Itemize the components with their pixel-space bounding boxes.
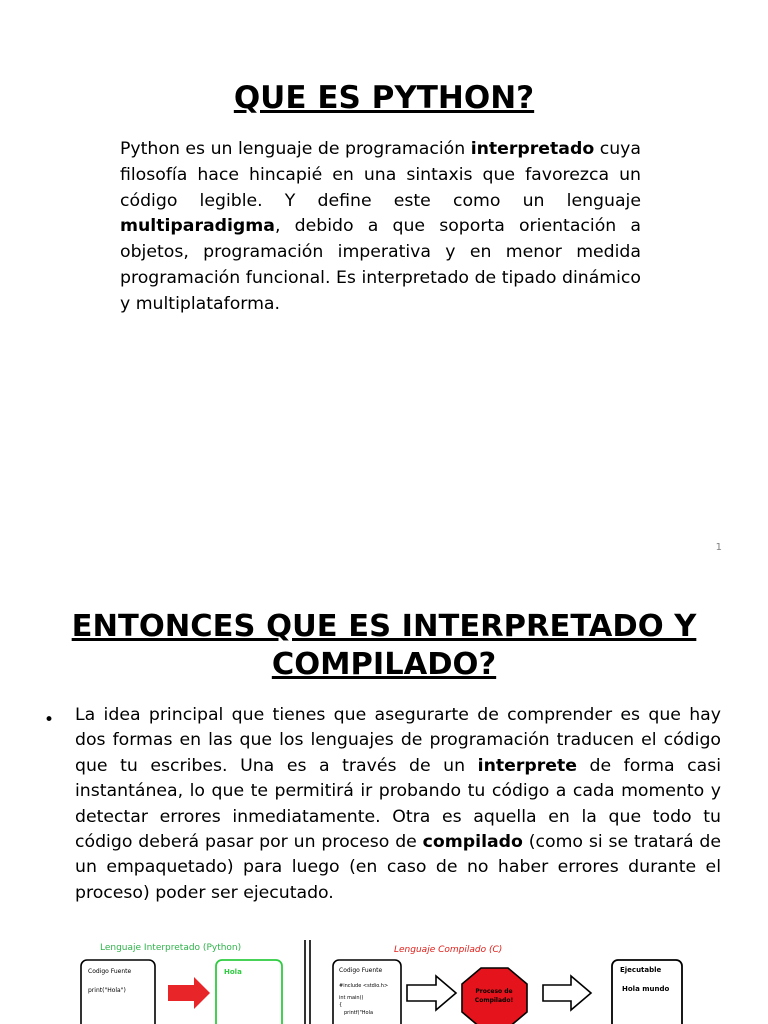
- right-code-line: printf("Hola: [344, 1010, 374, 1016]
- slide-2: [0, 568, 768, 1024]
- process-label-line1: Proceso de: [475, 988, 513, 995]
- executable-title: Ejecutable: [620, 966, 662, 974]
- para-text: La idea principal que tienes que asegurarte de comprender es que hay dos formas en las que los lenguajes de programación traducen el código que tu escribes. Una es a través de un: [75, 705, 721, 776]
- para-bold-interpretado: interpretado: [470, 139, 595, 159]
- left-source-label: Codigo Fuente: [88, 968, 132, 975]
- right-diagram-title: Lenguaje Compilado (C): [394, 945, 503, 955]
- slide-1-title: QUE ES PYTHON?: [233, 80, 535, 116]
- right-source-label: Codigo Fuente: [339, 967, 383, 974]
- bullet-dot: •: [44, 710, 55, 730]
- left-output-text: Hola: [224, 968, 242, 976]
- right-code-line: #include <stdio.h>: [339, 983, 389, 989]
- page-number: 1: [715, 542, 722, 553]
- para-text: Python es un lenguaje de programación: [120, 139, 471, 159]
- red-arrow-icon: [168, 977, 210, 1009]
- para-text: de forma casi instantánea, lo que te permitirá ir probando tu código a cada momento y detectar errores inmediatamente. Otra es aquella en la que todo tu código deberá pasar por un proceso de: [75, 755, 721, 853]
- right-code-line: {: [339, 1002, 343, 1008]
- interpreted-vs-compiled-diagram: [76, 930, 696, 1024]
- left-source-code: print("Hola"): [88, 987, 126, 994]
- slide-2-title: [0, 608, 768, 684]
- compile-process-octagon: [462, 968, 527, 1024]
- process-label-line2: Compilado!: [474, 997, 514, 1004]
- left-diagram-title: Lenguaje Interpretado (Python): [100, 943, 242, 953]
- outline-arrow-icon: [407, 976, 456, 1010]
- para-bold-multiparadigma: multiparadigma: [120, 216, 275, 237]
- title-line-1: ENTONCES QUE ES INTERPRETADO Y: [71, 609, 697, 644]
- para-bold-compilado: compilado: [422, 832, 523, 853]
- para-text: , debido a que soporta orientación a objetos, programación imperativa y en menor medida programación funcional. Es interpretado de tipado dinámico y multiplataforma.: [120, 216, 641, 314]
- para-text: cuya filosofía hace hincapié en una sintaxis que favorezca un código legible. Y define este como un lenguaje: [120, 139, 641, 211]
- right-code-line: int main(): [339, 995, 364, 1001]
- title-line-2: COMPILADO?: [271, 647, 497, 682]
- slide-2-paragraph: [75, 703, 721, 906]
- para-bold-interprete: interprete: [477, 755, 577, 776]
- outline-arrow-icon: [543, 976, 591, 1010]
- executable-output: Hola mundo: [622, 985, 670, 993]
- slide-1-paragraph: [120, 137, 641, 318]
- para-text: (como si se tratará de un empaquetado) para luego (en caso de no haber errores durante el proceso) poder ser ejecutado.: [75, 832, 721, 903]
